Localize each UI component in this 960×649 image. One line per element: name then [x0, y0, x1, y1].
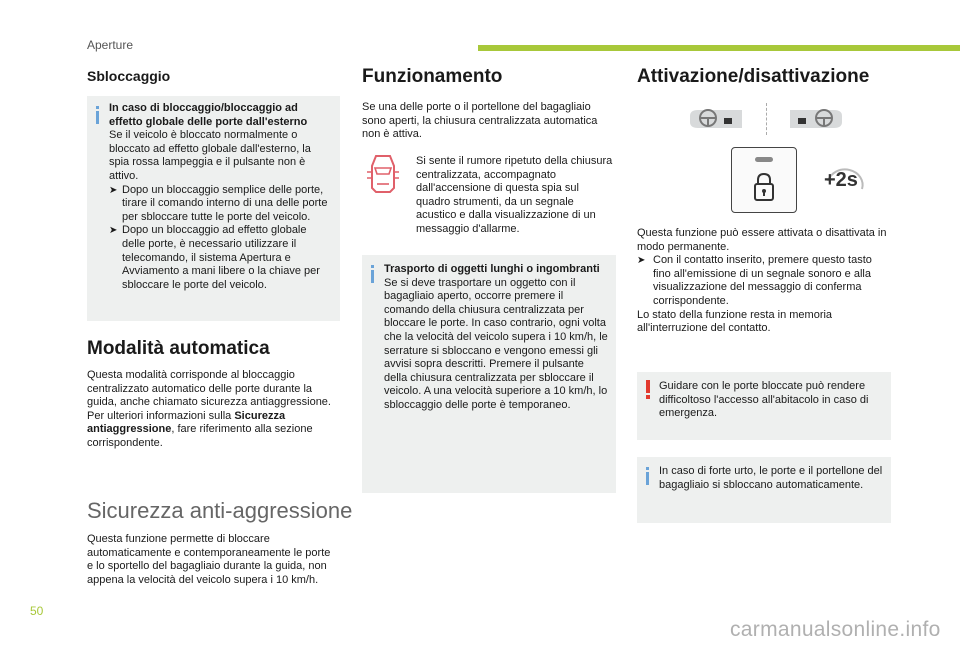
funz-intro: Se una delle porte o il portellone del bagagliaio sono aperti, la chiusura centralizzata automatica non è attiva.: [362, 101, 598, 141]
title-attivazione: Attivazione/disattivazione: [637, 66, 870, 87]
activation-text-1: Questa funzione può essere attivata o disattivata in modo permanente.: [637, 227, 887, 253]
auto-text-2a: Per ulteriori informazioni sulla: [87, 409, 235, 422]
press-duration-label: +2s: [824, 169, 858, 191]
auto-text-1: Questa modalità corrisponde al bloccaggio centralizzato automatico delle porte durante la guida, anche chiamato sicurezza antiaggressione.: [87, 369, 331, 409]
crash-text: In caso di forte urto, le porte e il portellone del bagagliaio si sbloccano automaticamente.: [659, 465, 883, 491]
auto-text: [87, 369, 337, 451]
title-sicurezza: Sicurezza anti-aggressione: [87, 498, 353, 523]
warning-box: [637, 372, 891, 440]
divider-dashed: [766, 103, 768, 135]
info-icon: [646, 467, 649, 485]
bullet-arrow-icon: ➤: [109, 184, 118, 196]
transport-heading: Trasporto di oggetti lunghi o ingombranti: [384, 263, 600, 275]
press-duration-badge: [822, 164, 868, 198]
info-bullet-1: [109, 184, 332, 225]
info-bullet-2-text: Dopo un bloccaggio ad effetto globale delle porte, è necessario utilizzare il telecomando, il sistema Apertura e Avviamento a mani libere o la chiave per sbloccare le porte del veicolo.: [122, 224, 320, 291]
steering-wheel-icon: [686, 104, 746, 134]
title-modalita-automatica: Modalità automatica: [87, 338, 270, 359]
info-bullet-2: [109, 224, 332, 292]
bullet-arrow-icon: ➤: [637, 255, 646, 267]
activation-bullet: [637, 254, 891, 308]
auto-text-2: [87, 410, 337, 451]
info-intro: Se il veicolo è bloccato normalmente o bloccato ad effetto globale dall'esterno, la spia rossa lampeggia e il pulsante non è attivo.: [109, 129, 311, 182]
activation-bullet-text: Con il contatto inserito, premere questo tasto fino all'emissione di un segnale sonoro e alla visualizzazione del messaggio di conferma corrispondente.: [653, 254, 872, 307]
warning-icon: [646, 380, 650, 399]
padlock-button-icon: [731, 147, 797, 213]
bullet-arrow-icon: ➤: [109, 225, 118, 237]
activation-text-2: Lo stato della funzione resta in memoria all'interruzione del contatto.: [637, 308, 833, 335]
transport-body: Se si deve trasportare un oggetto con il bagagliaio aperto, occorre premere il comando della chiusura centralizzata per bloccare le porte. In caso contrario, ogni volta che la velocità del veicolo supera i 10 km/h, le serrature si sbloccano e vengono emessi gli avvisi sopra descritti. Premere il pulsante della chiusura centralizzata per sbloccare il veicolo. A una velocità superiore a 10 km/h, lo sbloccaggio delle porte è temporaneo.: [384, 276, 608, 411]
info-bullet-1-text: Dopo un bloccaggio semplice delle porte, tirare il comando interno di una delle porte per sbloccare tutte le porte del veicolo.: [122, 183, 328, 223]
info-icon: [371, 265, 374, 283]
info-heading: In caso di bloccaggio/bloccaggio ad effetto globale delle porte dall'esterno: [109, 102, 308, 128]
title-sbloccaggio: Sbloccaggio: [87, 68, 171, 84]
info-box-transport: [362, 255, 616, 493]
page-number: 50: [30, 604, 44, 618]
auto-text-2b: Sicurezza antiaggressione: [87, 409, 286, 436]
section-label: Aperture: [87, 38, 134, 52]
auto-text-2c: , fare riferimento alla sezione corrispondente.: [87, 423, 313, 449]
steering-wheel-icon: [786, 104, 846, 134]
alarm-text: Si sente il rumore ripetuto della chiusura centralizzata, accompagnato dall'accensione di questa spia sul quadro strumenti, da un segnale acustico e dalla visualizzazione di un messaggio d'allarme.: [416, 155, 613, 235]
info-box-unlock: [87, 96, 340, 321]
activation-text: [637, 227, 891, 336]
info-icon: [96, 106, 99, 124]
title-funzionamento: Funzionamento: [362, 66, 503, 87]
info-box-crash: [637, 457, 891, 523]
section-accent-bar: [478, 45, 960, 51]
warning-text: Guidare con le porte bloccate può rendere difficoltoso l'accesso all'abitacolo in caso di emergenza.: [659, 380, 869, 420]
watermark: carmanualsonline.info: [730, 618, 941, 641]
car-alarm-icon: [366, 154, 400, 194]
secure-text: Questa funzione permette di bloccare automaticamente e contemporaneamente le porte e lo sportello del bagagliaio durante la guida, non appena la velocità del veicolo supera i 10 km/h.: [87, 533, 331, 586]
